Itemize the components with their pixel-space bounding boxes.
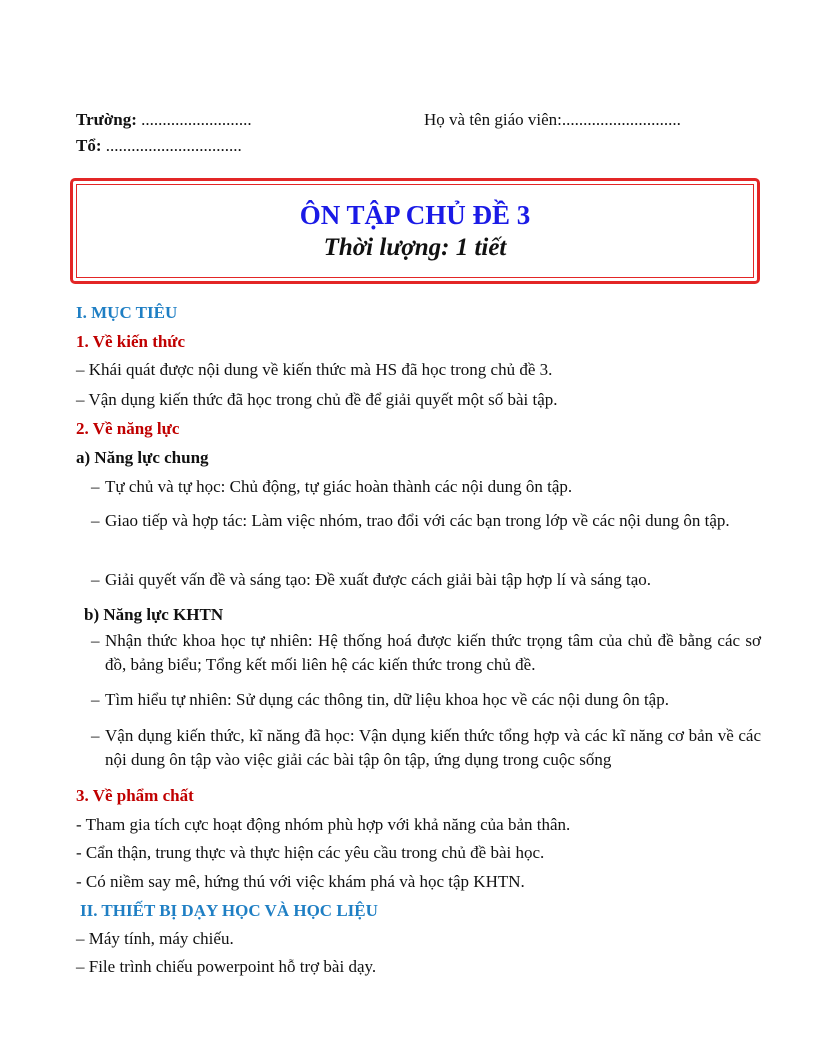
science-competence-item-3: – Vận dụng kiến thức, kĩ năng đã học: Vận dụng kiến thức tổng hợp và các kĩ năng cơ bản về các nội dung ôn tập vào việc giải các bài tập ôn tập, ứng dụng trong cuộc sống [91, 726, 761, 769]
title-frame [70, 178, 760, 284]
bullet-dash: – [91, 477, 100, 496]
competence-heading: 2. Về năng lực [76, 419, 180, 438]
bullet-dash: – [91, 511, 100, 530]
bullet-dash: – [91, 570, 100, 589]
science-competence-item-1: – Nhận thức khoa học tự nhiên: Hệ thống hoá được kiến thức trọng tâm của chủ đề bằng các sơ đồ, bảng biểu; Tổng kết mối liên hệ các kiến thức trong chủ đề. [91, 631, 761, 674]
equipment-item-2: – File trình chiếu powerpoint hỗ trợ bài dạy. [76, 957, 377, 976]
group-label: Tổ: [76, 136, 102, 155]
qualities-item-1: - Tham gia tích cực hoạt động nhóm phù hợp với khả năng của bản thân. [76, 815, 571, 834]
section-objectives-heading: I. MỤC TIÊU [76, 303, 178, 322]
lesson-duration: Thời lượng: 1 tiết [323, 234, 507, 261]
section-equipment-heading: II. THIẾT BỊ DẠY HỌC VÀ HỌC LIỆU [80, 901, 378, 920]
knowledge-item-2: – Vận dụng kiến thức đã học trong chủ đề để giải quyết một số bài tập. [76, 390, 558, 409]
bullet-dash: – [91, 631, 100, 650]
general-competence-item-1: – Tự chủ và tự học: Chủ động, tự giác hoàn thành các nội dung ôn tập. [91, 475, 761, 499]
bullet-dash: – [91, 726, 100, 745]
group-field [76, 136, 242, 156]
qualities-heading: 3. Về phẩm chất [76, 786, 194, 805]
teacher-field: Họ và tên giáo viên:............................ [424, 110, 681, 129]
general-competence-item-2: – Giao tiếp và hợp tác: Làm việc nhóm, trao đổi với các bạn trong lớp về các nội dung ôn tập. [91, 509, 761, 533]
qualities-item-2: - Cẩn thận, trung thực và thực hiện các yêu cầu trong chủ đề bài học. [76, 843, 545, 862]
knowledge-item-1: – Khái quát được nội dung về kiến thức mà HS đã học trong chủ đề 3. [76, 360, 553, 379]
title-inner-frame [76, 184, 754, 278]
knowledge-heading: 1. Về kiến thức [76, 332, 186, 351]
school-field [76, 110, 252, 130]
school-label: Trường: [76, 110, 137, 129]
general-competence-heading: a) Năng lực chung [76, 448, 209, 467]
science-competence-item-2: – Tìm hiểu tự nhiên: Sử dụng các thông tin, dữ liệu khoa học về các nội dung ôn tập. [91, 688, 761, 712]
group-value: ................................ [101, 136, 242, 155]
equipment-item-1: – Máy tính, máy chiếu. [76, 929, 234, 948]
science-competence-heading: b) Năng lực KHTN [84, 605, 224, 624]
bullet-dash: – [91, 690, 100, 709]
qualities-item-3: - Có niềm say mê, hứng thú với việc khám phá và học tập KHTN. [76, 872, 525, 891]
school-value: .......................... [136, 110, 252, 129]
lesson-title: ÔN TẬP CHỦ ĐỀ 3 [299, 200, 531, 230]
general-competence-item-3: – Giải quyết vấn đề và sáng tạo: Đề xuất được cách giải bài tập hợp lí và sáng tạo. [91, 568, 761, 592]
